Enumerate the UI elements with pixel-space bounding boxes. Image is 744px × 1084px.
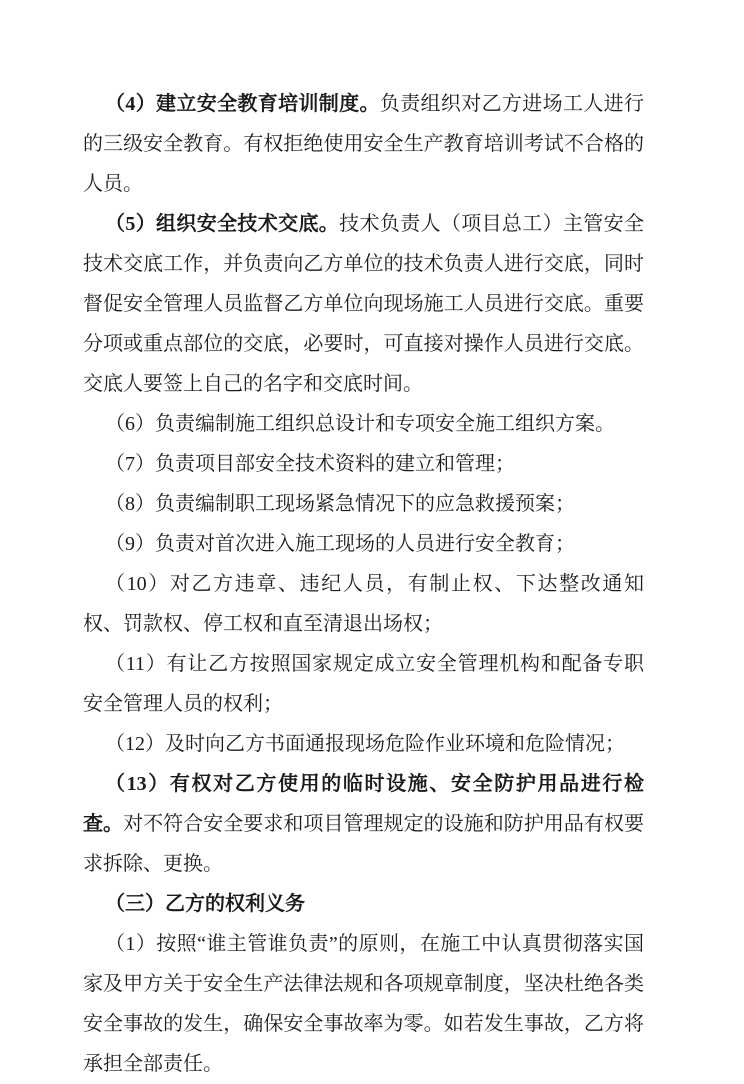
body-text-segment: （8）负责编制职工现场紧急情况下的应急救援预案；: [105, 493, 575, 515]
clause-yi-1: [83, 924, 644, 1084]
body-text-segment: 对不符合安全要求和项目管理规定的设施和防护用品有权要求拆除、更换。: [83, 813, 645, 875]
document-body: [83, 84, 644, 1084]
body-text-segment: 负责组织对乙方进场工人进行的三级安全教育。有权拒绝使用安全生产教育培训考试不合格的人员。: [83, 93, 645, 195]
clause-jia-10: [83, 564, 644, 644]
clause-jia-5: [83, 204, 644, 404]
clause-jia-7: [83, 444, 644, 484]
clause-jia-9: [83, 524, 644, 564]
clause-jia-12: [83, 724, 644, 764]
bold-text-segment: （5）组织安全技术交底。: [105, 213, 340, 235]
clause-jia-8: [83, 484, 644, 524]
body-text-segment: （10）对乙方违章、违纪人员，有制止权、下达整改通知权、罚款权、停工权和直至清退出场权；: [83, 573, 644, 635]
section-heading-yi: [83, 884, 644, 924]
clause-jia-6: [83, 404, 644, 444]
clause-jia-13: [83, 764, 644, 884]
clause-jia-4: [83, 84, 644, 204]
clause-jia-11: [83, 644, 644, 724]
body-text-segment: （6）负责编制施工组织总设计和专项安全施工组织方案。: [105, 413, 615, 435]
body-text-segment: （7）负责项目部安全技术资料的建立和管理；: [105, 453, 515, 475]
body-text-segment: 技术负责人（项目总工）主管安全技术交底工作，并负责向乙方单位的技术负责人进行交底，同时督促安全管理人员监督乙方单位向现场施工人员进行交底。重要分项或重点部位的交底，必要时，可直接对操作人员进行交底。交底人要签上自己的名字和交底时间。: [83, 213, 645, 395]
bold-text-segment: （三）乙方的权利义务: [105, 893, 305, 915]
body-text-segment: （1）按照“谁主管谁负责”的原则，在施工中认真贯彻落实国家及甲方关于安全生产法律法规和各项规章制度，坚决杜绝各类安全事故的发生，确保安全事故率为零。如若发生事故，乙方将承担全部责任。: [83, 933, 644, 1075]
body-text-segment: （9）负责对首次进入施工现场的人员进行安全教育；: [105, 533, 575, 555]
body-text-segment: （12）及时向乙方书面通报现场危险作业环境和危险情况；: [105, 733, 625, 755]
bold-text-segment: （4）建立安全教育培训制度。: [105, 93, 380, 115]
body-text-segment: （11）有让乙方按照国家规定成立安全管理机构和配备专职安全管理人员的权利；: [83, 653, 644, 715]
bold-text-segment: （13）有权对乙方使用的临时设施、安全防护用品进行检查。: [83, 773, 644, 835]
